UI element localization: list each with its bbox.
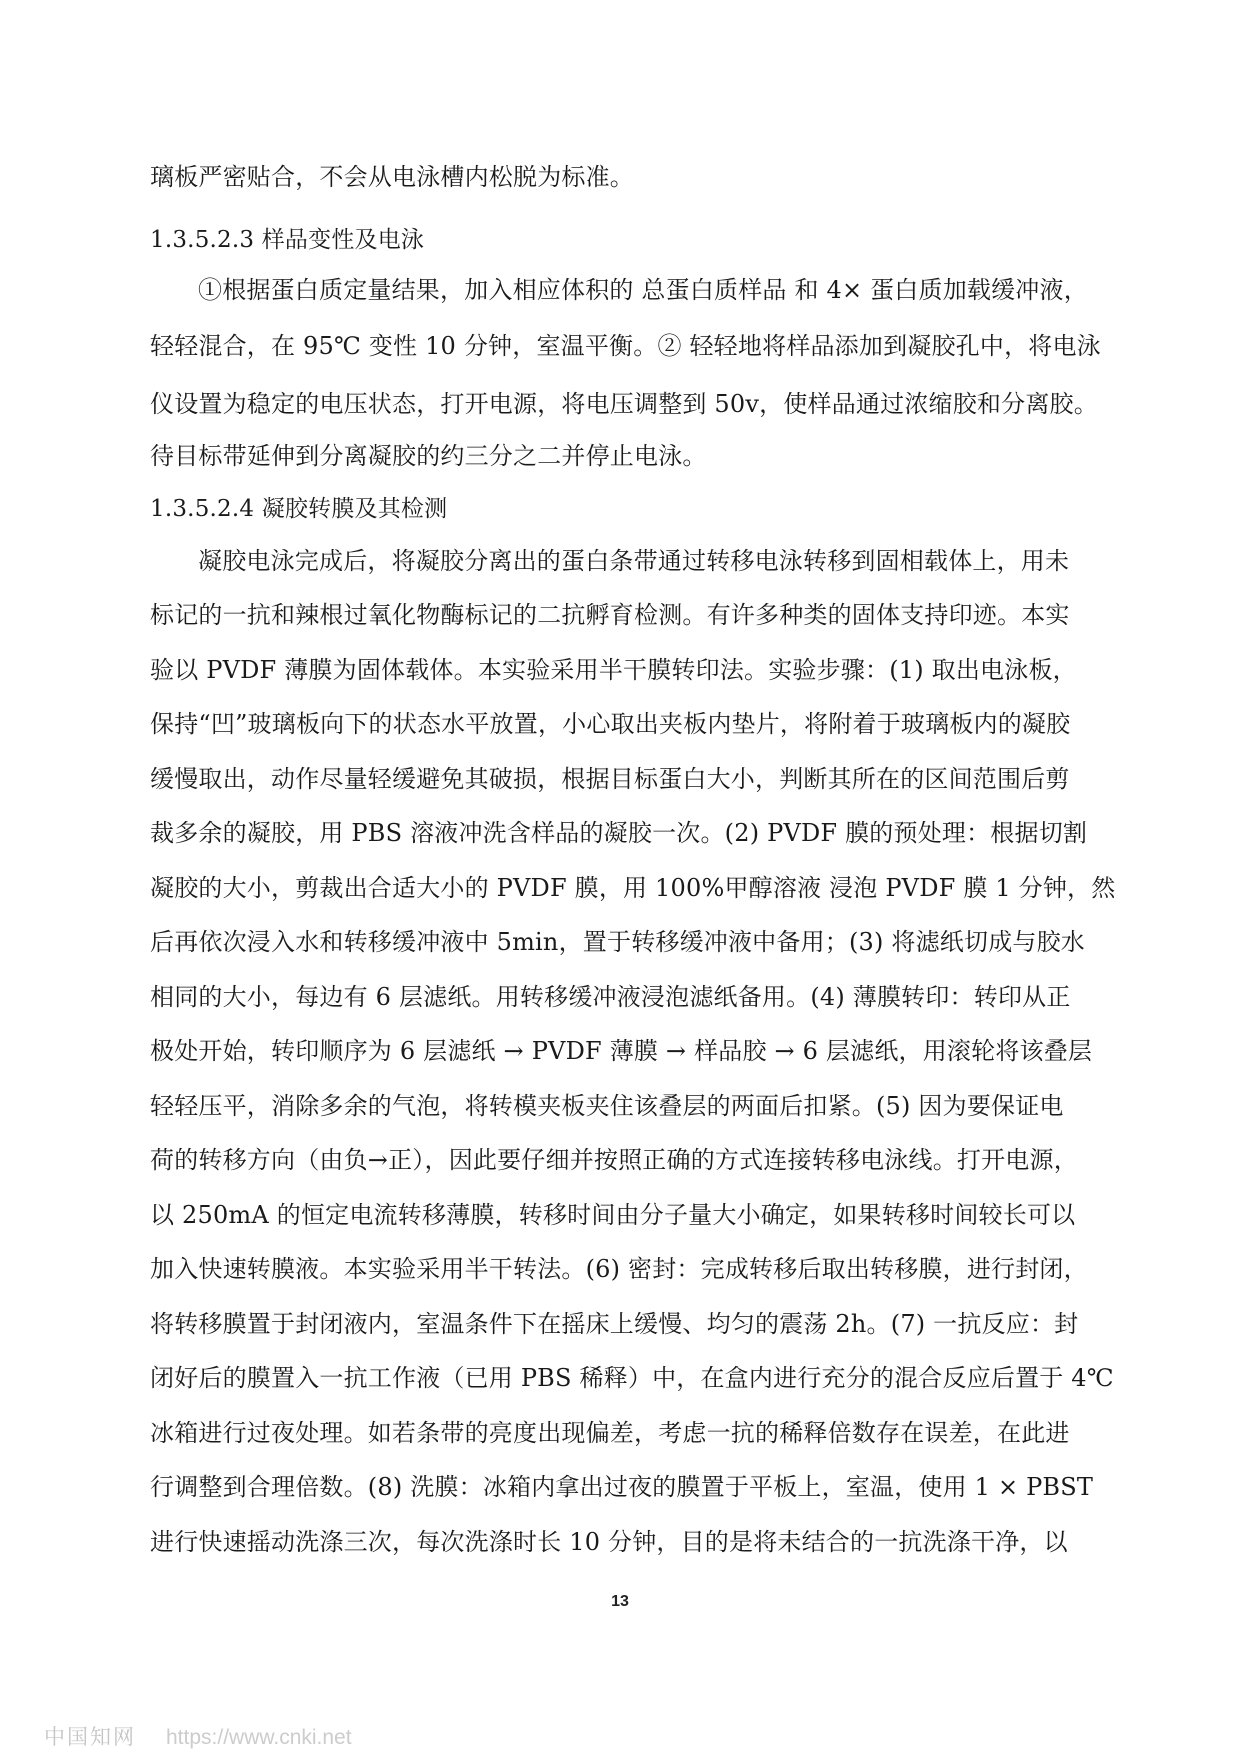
body-text-line: 极处开始，转印顺序为 6 层滤纸 → PVDF 薄膜 → 样品胶 → 6 层滤纸，用滚轮将该叠层 bbox=[150, 1037, 1093, 1065]
paragraph-first-line: ①根据蛋白质定量结果，加入相应体积的 总蛋白质样品 和 4× 蛋白质加载缓冲液， bbox=[198, 276, 1088, 304]
body-text-line: 标记的一抗和辣根过氧化物酶标记的二抗孵育检测。有许多种类的固体支持印迹。本实 bbox=[150, 601, 1070, 629]
body-text-line: 凝胶的大小，剪裁出合适大小的 PVDF 膜，用 100%甲醇溶液 浸泡 PVDF 膜 1 分钟，然 bbox=[150, 874, 1116, 902]
body-text-line: 行调整到合理倍数。(8) 洗膜：冰箱内拿出过夜的膜置于平板上，室温，使用 1 × PBST bbox=[150, 1473, 1094, 1501]
page-number: 13 bbox=[611, 1593, 629, 1610]
body-text-line: 进行快速摇动洗涤三次，每次洗涤时长 10 分钟，目的是将未结合的一抗洗涤干净，以 bbox=[150, 1528, 1068, 1556]
body-text-line: 将转移膜置于封闭液内，室温条件下在摇床上缓慢、均匀的震荡 2h。(7) 一抗反应：封 bbox=[150, 1310, 1079, 1338]
body-text-line: 荷的转移方向（由负→正），因此要仔细并按照正确的方式连接转移电泳线。打开电源， bbox=[150, 1146, 1078, 1174]
body-text-line: 加入快速转膜液。本实验采用半干转法。(6) 密封：完成转移后取出转移膜，进行封闭， bbox=[150, 1255, 1088, 1283]
body-text-line: 裁多余的凝胶，用 PBS 溶液冲洗含样品的凝胶一次。(2) PVDF 膜的预处理：根据切割 bbox=[150, 819, 1088, 847]
body-text-line: 轻轻混合，在 95℃ 变性 10 分钟，室温平衡。② 轻轻地将样品添加到凝胶孔中，将电泳 bbox=[150, 332, 1101, 360]
watermark-brand: 中国知网 bbox=[44, 1726, 136, 1749]
body-text-line: 以 250mA 的恒定电流转移薄膜，转移时间由分子量大小确定，如果转移时间较长可以 bbox=[150, 1201, 1076, 1229]
body-text-line: 保持“凹”玻璃板向下的状态水平放置，小心取出夹板内垫片，将附着于玻璃板内的凝胶 bbox=[150, 710, 1071, 738]
body-text-line: 验以 PVDF 薄膜为固体载体。本实验采用半干膜转印法。实验步骤：(1) 取出电泳板， bbox=[150, 656, 1077, 684]
body-text-line: 缓慢取出，动作尽量轻缓避免其破损，根据目标蛋白大小，判断其所在的区间范围后剪 bbox=[150, 765, 1070, 793]
body-text-line: 冰箱进行过夜处理。如若条带的亮度出现偏差，考虑一抗的稀释倍数存在误差，在此进 bbox=[150, 1419, 1070, 1447]
paragraph-first-line: 凝胶电泳完成后，将凝胶分离出的蛋白条带通过转移电泳转移到固相载体上，用未 bbox=[198, 547, 1070, 575]
body-text-line: 轻轻压平，消除多余的气泡，将转模夹板夹住该叠层的两面后扣紧。(5) 因为要保证电 bbox=[150, 1092, 1064, 1120]
cnki-watermark bbox=[44, 1721, 352, 1751]
body-text-line: 相同的大小，每边有 6 层滤纸。用转移缓冲液浸泡滤纸备用。(4) 薄膜转印：转印从正 bbox=[150, 983, 1071, 1011]
body-text-line: 待目标带延伸到分离凝胶的约三分之二并停止电泳。 bbox=[150, 442, 707, 470]
body-text-line: 仪设置为稳定的电压状态，打开电源，将电压调整到 50v，使样品通过浓缩胶和分离胶。 bbox=[150, 390, 1098, 418]
body-text-line: 璃板严密贴合，不会从电泳槽内松脱为标准。 bbox=[150, 163, 634, 191]
watermark-url: https://www.cnki.net bbox=[166, 1726, 352, 1749]
body-text-line: 后再依次浸入水和转移缓冲液中 5min，置于转移缓冲液中备用；(3) 将滤纸切成与胶水 bbox=[150, 928, 1086, 956]
section-heading: 1.3.5.2.4 凝胶转膜及其检测 bbox=[150, 496, 448, 522]
section-heading: 1.3.5.2.3 样品变性及电泳 bbox=[150, 227, 425, 253]
body-text-line: 闭好后的膜置入一抗工作液（已用 PBS 稀释）中，在盒内进行充分的混合反应后置于 4℃ bbox=[150, 1364, 1114, 1392]
